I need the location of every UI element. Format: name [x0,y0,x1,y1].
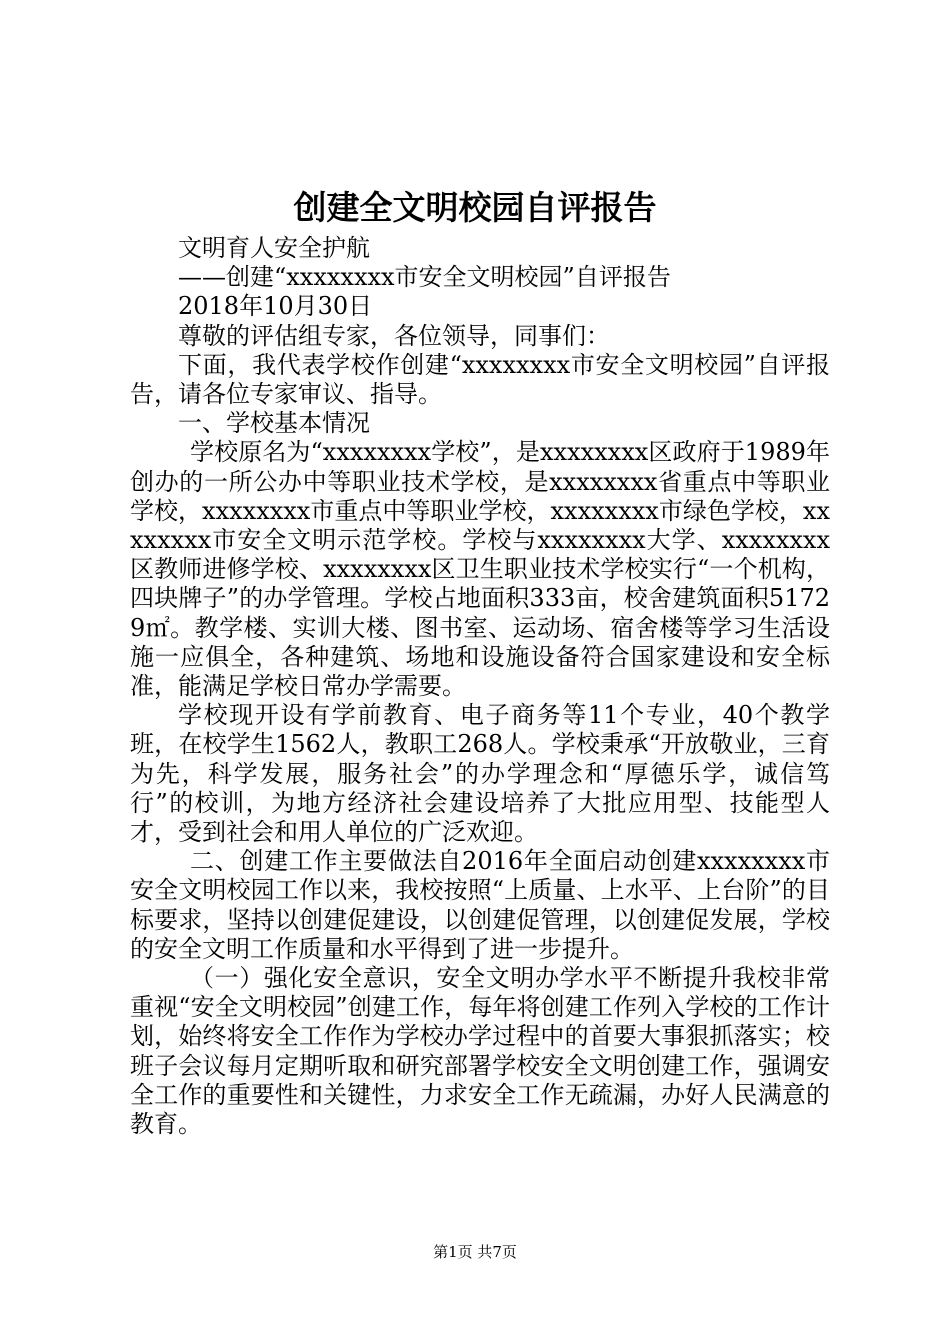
document-title: 创建全文明校园自评报告 [293,188,657,227]
paragraph-date: 2018年10月30日 [178,292,373,321]
paragraph-slogan: 文明育人安全护航 [178,234,370,262]
paragraph-main-practices: 二、创建工作主要做法自2016年全面启动创建xxxxxxxx市安全文明校园工作以来，我校按照“上质量、上水平、上台阶”的目标要求，坚持以创建促建设，以创建促管理，以创建促发展，学校的安全文明工作质量和水平得到了进一步提升。 [130,847,830,963]
page-footer: 第1页 共7页 [433,1243,517,1261]
paragraph-school-history: 学校原名为“xxxxxxxx学校”，是xxxxxxxx区政府于1989年创办的一所公办中等职业技术学校，是xxxxxxxx省重点中等职业学校，xxxxxxxx市重点中等职业学校，xxxxxxxx市绿色学校，xxxxxxxx市安全文明示范学校。学校与xxxxxxxx大学、xxxxxxxx区教师进修学校、xxxxxxxx区卫生职业技术学校实行“一个机构，四块牌子”的办学管理。学校占地面积333亩，校舍建筑面积51729㎡。教学楼、实训大楼、图书室、运动场、宿舍楼等学习生活设施一应俱全，各种建筑、场地和设施设备符合国家建设和安全标准，能满足学校日常办学需要。 [130,438,830,701]
paragraph-intro: 下面，我代表学校作创建“xxxxxxxx市安全文明校园”自评报告，请各位专家审议、指导。 [130,350,830,409]
section-heading-basic-info: 一、学校基本情况 [178,409,370,438]
paragraph-salutation: 尊敬的评估组专家，各位领导，同事们： [178,321,610,350]
paragraph-school-programs: 学校现开设有学前教育、电子商务等11个专业，40个教学班，在校学生1562人，教职工268人。学校秉承“开放敬业，三育为先，科学发展，服务社会”的办学理念和“厚德乐学，诚信笃行”的校训，为地方经济社会建设培养了大批应用型、技能型人才，受到社会和用人单位的广泛欢迎。 [130,701,830,847]
paragraph-safety-awareness: （一）强化安全意识，安全文明办学水平不断提升我校非常重视“安全文明校园”创建工作，每年将创建工作列入学校的工作计划，始终将安全工作作为学校办学过程中的首要大事狠抓落实；校班子会议每月定期听取和研究部署学校安全文明创建工作，强调安全工作的重要性和关键性，力求安全工作无疏漏，办好人民满意的教育。 [130,964,830,1139]
document-body [130,234,830,1139]
paragraph-subtitle: ——创建“xxxxxxxx市安全文明校园”自评报告 [178,263,671,292]
